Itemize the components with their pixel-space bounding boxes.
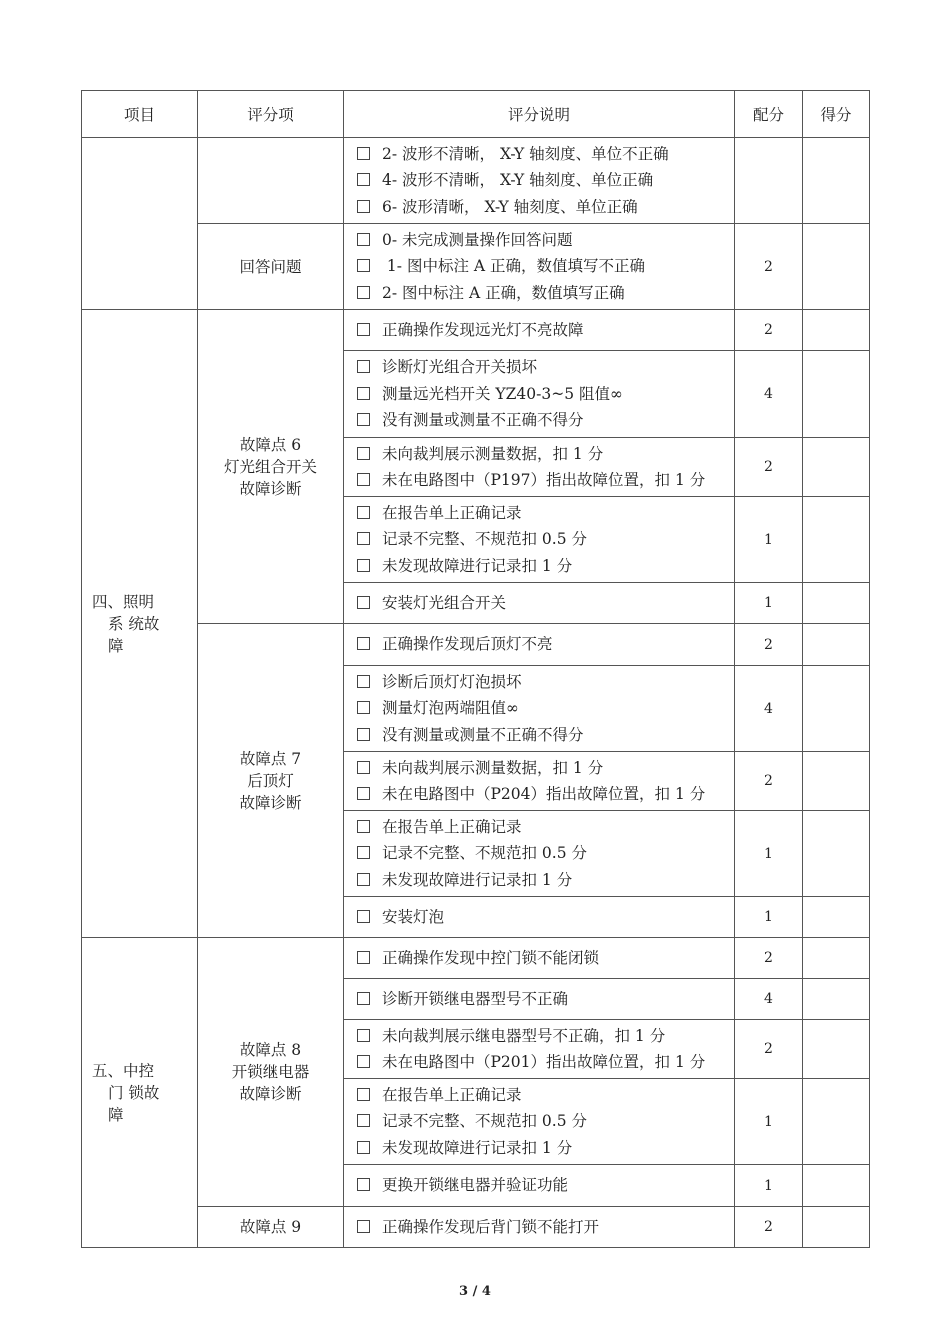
desc-line: 诊断灯光组合开关损坏 xyxy=(357,354,734,381)
item-cell-fault-9: 故障点 9 xyxy=(198,1207,344,1248)
checkbox[interactable] xyxy=(357,147,370,160)
checkbox[interactable] xyxy=(357,637,370,650)
desc-cell xyxy=(344,1020,735,1079)
table-row xyxy=(82,938,870,979)
desc-line: 未在电路图中（P201）指出故障位置，扣 1 分 xyxy=(357,1049,734,1076)
checkbox[interactable] xyxy=(357,413,370,426)
scoring-table xyxy=(81,90,870,1248)
desc-cell xyxy=(344,138,735,224)
checkbox[interactable] xyxy=(357,323,370,336)
header-desc: 评分说明 xyxy=(344,91,735,138)
desc-cell xyxy=(344,310,735,351)
desc-line: 没有测量或测量不正确不得分 xyxy=(357,407,734,434)
table-row xyxy=(82,1207,870,1248)
table-row xyxy=(82,224,870,310)
score-cell[interactable] xyxy=(803,624,870,666)
desc-cell xyxy=(344,497,735,583)
desc-line: 未发现故障进行记录扣 1 分 xyxy=(357,867,734,894)
desc-line: 安装灯光组合开关 xyxy=(357,590,734,617)
checkbox[interactable] xyxy=(357,1055,370,1068)
checkbox[interactable] xyxy=(357,701,370,714)
item-cell-fault-6: 故障点 6 灯光组合开关 故障诊断 xyxy=(198,310,344,624)
header-score: 得分 xyxy=(803,91,870,138)
points-cell: 1 xyxy=(735,583,803,624)
points-cell: 2 xyxy=(735,310,803,351)
points-cell: 1 xyxy=(735,497,803,583)
score-cell[interactable] xyxy=(803,1079,870,1165)
desc-line: 记录不完整、不规范扣 0.5 分 xyxy=(357,526,734,553)
desc-line: 未向裁判展示测量数据，扣 1 分 xyxy=(357,441,734,468)
points-cell: 2 xyxy=(735,224,803,310)
table-row xyxy=(82,624,870,666)
project-cell xyxy=(82,138,198,310)
desc-line: 诊断开锁继电器型号不正确 xyxy=(357,986,734,1013)
item-cell-fault-8: 故障点 8 开锁继电器 故障诊断 xyxy=(198,938,344,1207)
header-item: 评分项 xyxy=(198,91,344,138)
desc-line: 未在电路图中（P204）指出故障位置，扣 1 分 xyxy=(357,781,734,808)
checkbox[interactable] xyxy=(357,173,370,186)
desc-line: 未发现故障进行记录扣 1 分 xyxy=(357,1135,734,1162)
desc-line: 正确操作发现后背门锁不能打开 xyxy=(357,1214,734,1241)
desc-cell xyxy=(344,1079,735,1165)
checkbox[interactable] xyxy=(357,559,370,572)
checkbox[interactable] xyxy=(357,992,370,1005)
desc-cell xyxy=(344,666,735,752)
desc-line: 正确操作发现中控门锁不能闭锁 xyxy=(357,945,734,972)
points-cell: 4 xyxy=(735,666,803,752)
desc-line: 在报告单上正确记录 xyxy=(357,1082,734,1109)
project-cell-door-lock: 五、中控 门 锁故 障 xyxy=(82,938,198,1248)
desc-line: 在报告单上正确记录 xyxy=(357,814,734,841)
item-cell xyxy=(198,138,344,224)
desc-line: 正确操作发现远光灯不亮故障 xyxy=(357,317,734,344)
header-points: 配分 xyxy=(735,91,803,138)
checkbox[interactable] xyxy=(357,761,370,774)
desc-line: 6- 波形清晰， X-Y 轴刻度、单位正确 xyxy=(357,194,734,221)
project-cell-lighting: 四、照明 系 统故 障 xyxy=(82,310,198,938)
score-cell[interactable] xyxy=(803,138,870,224)
desc-line: 未在电路图中（P197）指出故障位置，扣 1 分 xyxy=(357,467,734,494)
header-project: 项目 xyxy=(82,91,198,138)
desc-line: 未向裁判展示测量数据，扣 1 分 xyxy=(357,755,734,782)
desc-cell xyxy=(344,752,735,811)
desc-line: 诊断后顶灯灯泡损坏 xyxy=(357,669,734,696)
desc-line: 2- 图中标注 A 正确，数值填写正确 xyxy=(357,280,734,307)
points-cell: 1 xyxy=(735,811,803,897)
checkbox[interactable] xyxy=(357,1178,370,1191)
checkbox[interactable] xyxy=(357,820,370,833)
table-row xyxy=(82,310,870,351)
checkbox[interactable] xyxy=(357,728,370,741)
points-cell: 1 xyxy=(735,1079,803,1165)
score-cell[interactable] xyxy=(803,224,870,310)
checkbox[interactable] xyxy=(357,447,370,460)
item-cell-fault-7: 故障点 7 后顶灯 故障诊断 xyxy=(198,624,344,938)
desc-line: 0- 未完成测量操作回答问题 xyxy=(357,227,734,254)
score-cell[interactable] xyxy=(803,1165,870,1207)
desc-cell xyxy=(344,1207,735,1248)
desc-line: 在报告单上正确记录 xyxy=(357,500,734,527)
points-cell: 2 xyxy=(735,938,803,979)
desc-line: 更换开锁继电器并验证功能 xyxy=(357,1172,734,1199)
points-cell: 4 xyxy=(735,351,803,438)
desc-cell xyxy=(344,979,735,1020)
desc-line: 2- 波形不清晰， X-Y 轴刻度、单位不正确 xyxy=(357,141,734,168)
checkbox[interactable] xyxy=(357,233,370,246)
checkbox[interactable] xyxy=(357,200,370,213)
score-cell[interactable] xyxy=(803,310,870,351)
desc-cell xyxy=(344,583,735,624)
points-cell: 2 xyxy=(735,438,803,497)
score-cell[interactable] xyxy=(803,897,870,938)
desc-cell xyxy=(344,897,735,938)
checkbox[interactable] xyxy=(357,532,370,545)
desc-line: 测量灯泡两端阻值∞ xyxy=(357,695,734,722)
checkbox[interactable] xyxy=(357,675,370,688)
score-cell[interactable] xyxy=(803,1207,870,1248)
desc-cell xyxy=(344,351,735,438)
points-cell: 2 xyxy=(735,1207,803,1248)
checkbox[interactable] xyxy=(357,1220,370,1233)
desc-cell xyxy=(344,438,735,497)
score-cell[interactable] xyxy=(803,811,870,897)
desc-cell xyxy=(344,938,735,979)
score-cell[interactable] xyxy=(803,351,870,438)
checkbox[interactable] xyxy=(357,951,370,964)
checkbox[interactable] xyxy=(357,1141,370,1154)
score-cell[interactable] xyxy=(803,438,870,497)
desc-line: 安装灯泡 xyxy=(357,904,734,931)
score-cell[interactable] xyxy=(803,979,870,1020)
score-cell[interactable] xyxy=(803,938,870,979)
desc-cell xyxy=(344,811,735,897)
score-cell[interactable] xyxy=(803,666,870,752)
points-cell xyxy=(735,138,803,224)
desc-line: 记录不完整、不规范扣 0.5 分 xyxy=(357,1108,734,1135)
checkbox[interactable] xyxy=(357,286,370,299)
checkbox[interactable] xyxy=(357,259,370,272)
checkbox[interactable] xyxy=(357,910,370,923)
desc-line: 未向裁判展示继电器型号不正确，扣 1 分 xyxy=(357,1023,734,1050)
checkbox[interactable] xyxy=(357,846,370,859)
points-cell: 1 xyxy=(735,897,803,938)
checkbox[interactable] xyxy=(357,506,370,519)
desc-cell xyxy=(344,1165,735,1207)
desc-line: 记录不完整、不规范扣 0.5 分 xyxy=(357,840,734,867)
table-header-row xyxy=(82,91,870,138)
points-cell: 4 xyxy=(735,979,803,1020)
points-cell: 2 xyxy=(735,624,803,666)
checkbox[interactable] xyxy=(357,873,370,886)
score-cell[interactable] xyxy=(803,752,870,811)
checkbox[interactable] xyxy=(357,473,370,486)
score-cell[interactable] xyxy=(803,497,870,583)
item-cell-answer: 回答问题 xyxy=(198,224,344,310)
checkbox[interactable] xyxy=(357,1088,370,1101)
desc-line: 1- 图中标注 A 正确，数值填写不正确 xyxy=(357,253,734,280)
points-cell: 2 xyxy=(735,1020,803,1079)
desc-line: 测量远光档开关 YZ40-3~5 阻值∞ xyxy=(357,381,734,408)
checkbox[interactable] xyxy=(357,1114,370,1127)
checkbox[interactable] xyxy=(357,360,370,373)
checkbox[interactable] xyxy=(357,1029,370,1042)
desc-line: 没有测量或测量不正确不得分 xyxy=(357,722,734,749)
checkbox[interactable] xyxy=(357,596,370,609)
score-cell[interactable] xyxy=(803,1020,870,1079)
desc-line: 正确操作发现后顶灯不亮 xyxy=(357,631,734,658)
score-cell[interactable] xyxy=(803,583,870,624)
desc-cell xyxy=(344,224,735,310)
desc-cell xyxy=(344,624,735,666)
checkbox[interactable] xyxy=(357,787,370,800)
points-cell: 2 xyxy=(735,752,803,811)
checkbox[interactable] xyxy=(357,387,370,400)
table-row xyxy=(82,138,870,224)
page-number: 3 / 4 xyxy=(459,1284,491,1299)
desc-line: 4- 波形不清晰， X-Y 轴刻度、单位正确 xyxy=(357,167,734,194)
points-cell: 1 xyxy=(735,1165,803,1207)
desc-line: 未发现故障进行记录扣 1 分 xyxy=(357,553,734,580)
